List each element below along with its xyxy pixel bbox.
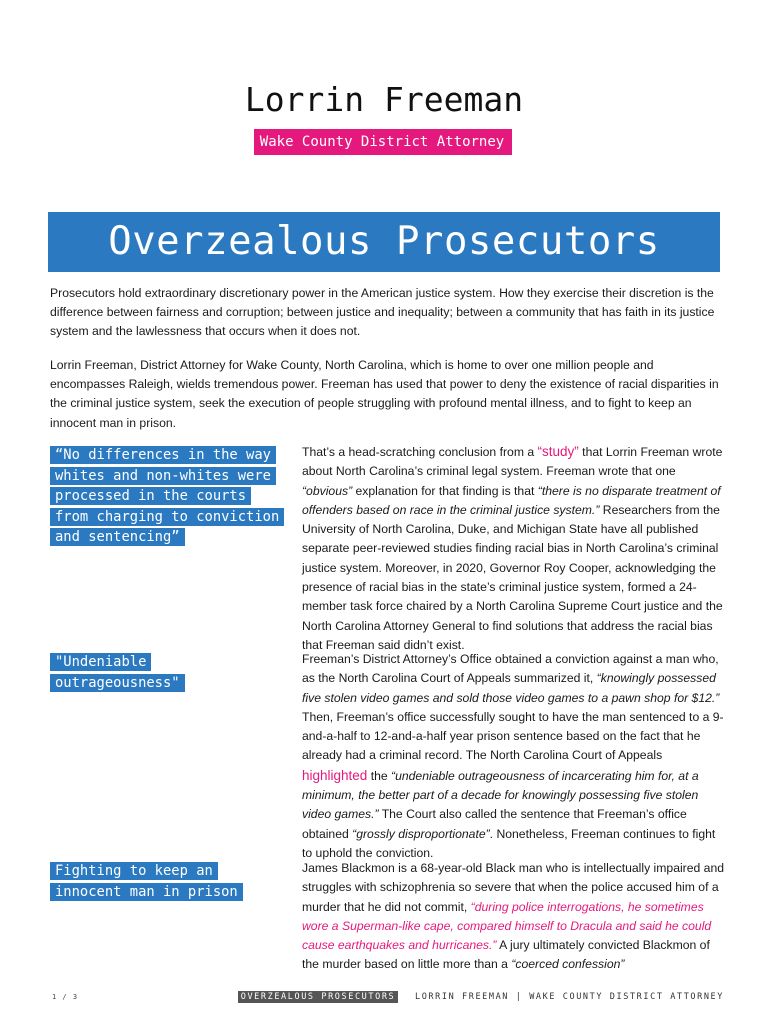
subtitle-wrap [0,129,768,155]
candidate-name: Lorrin Freeman [244,80,524,119]
pullquote-text: “No differences in the way whites and non-whites were processed in the courts from charging to conviction and sentencing” [50,446,284,546]
text-run: James Blackmon is a 68-year-old Black man who is intellectually impaired and struggles with schizophrenia so severe that when the police accused him of a murder that he did not commit, [302,861,725,914]
study-link[interactable]: “study” [537,444,579,459]
quote-obvious: “obvious” [302,483,353,498]
text-run: . Nonetheless, Freeman continues to fight to uphold the conviction. [302,826,716,860]
pullquote-innocent-man [50,861,250,902]
section-study-paragraph [302,442,726,655]
text-run: Researchers from the University of North Carolina, Duke, and Michigan State have all published separate peer-reviewed studies finding racial bias in North Carolina’s criminal justice system. Moreover, in 2020, Governor Roy Cooper, acknowledging the presence of racial bias in the state’s criminal justice system, formed a 24-member task force chaired by a North Carolina Supreme Court justice and the North Carolina Attorney General to find solutions that address the racial bias that Freeman said didn’t exist. [302,502,723,652]
footer-office: WAKE COUNTY DISTRICT ATTORNEY [529,992,724,1002]
text-run: Then, Freeman’s office successfully sought to have the man sentenced to a 9-and-a-half to 12-and-a-half year prison sentence based on the fact that he already had a criminal record. The North Carolina Court of Appeals [302,709,724,763]
page-title: Overzealous Prosecutors [48,212,720,272]
highlighted-link[interactable]: highlighted [302,767,368,783]
pullquote-text: Fighting to keep an innocent man in prison [50,862,243,901]
text-run: A jury ultimately convicted Blackmon of the murder based on little more than a [302,938,710,972]
footer-separator: | [515,992,523,1002]
text-run: That’s a head-scratching conclusion from a [302,445,538,459]
section-video-games-paragraph [302,650,726,863]
footer-name: LORRIN FREEMAN [414,992,510,1002]
text-run: explanation for that finding is that [352,483,538,498]
pullquote-no-differences [50,445,282,548]
page-number: 1 / 3 [52,993,79,1001]
quote-grossly-disproportionate: “grossly disproportionate” [352,826,490,841]
pullquote-text: "Undeniable outrageousness" [50,653,185,692]
quote-superman-cape: “during police interrogations, he sometimes wore a Superman-like cape, compared himself to Dracula and said he could cause earthquakes and hurricanes.” [302,899,712,953]
pullquote-undeniable-outrageousness [50,652,282,693]
candidate-title-badge: Wake County District Attorney [254,129,512,155]
quote-no-disparate-treatment: “there is no disparate treatment of offenders based on race in the criminal justice system.” [302,483,721,517]
text-run: the [367,768,392,783]
text-run: that Lorrin Freeman wrote about North Carolina’s criminal legal system. Freeman wrote that one [302,445,723,479]
text-run: Freeman’s District Attorney’s Office obtained a conviction against a man who, as the North Carolina Court of Appeals summarized it, [302,652,719,686]
intro-paragraph-2: Lorrin Freeman, District Attorney for Wake County, North Carolina, which is home to over one million people and encompasses Raleigh, wields tremendous power. Freeman has used that power to deny the existence of racial disparities in the criminal justice system, seek the execution of people struggling with profound mental illness, and to fight to keep an innocent man in prison. [50,358,719,430]
quote-undeniable-outrageousness: “undeniable outrageousness of incarcerating him for, at a minimum, the better part of a decade for knowingly possessing five stolen video games.” [302,768,699,822]
text-run: The Court also called the sentence that Freeman’s office obtained [302,807,687,841]
section-blackmon-paragraph [302,859,726,975]
footer-tag: OVERZEALOUS PROSECUTORS [238,991,399,1003]
quote-video-games: “knowingly possessed five stolen video games and sold those video games to a pawn shop for $12.” [302,671,720,705]
footer-running-head [238,991,724,1003]
intro-paragraph-1: Prosecutors hold extraordinary discretionary power in the American justice system. How they exercise their discretion is the difference between fairness and corruption; between justice and inequality; between a community that has faith in its justice system and the lawlessness that occurs when it does not. [50,286,715,339]
quote-coerced-confession: “coerced confession” [511,957,625,972]
